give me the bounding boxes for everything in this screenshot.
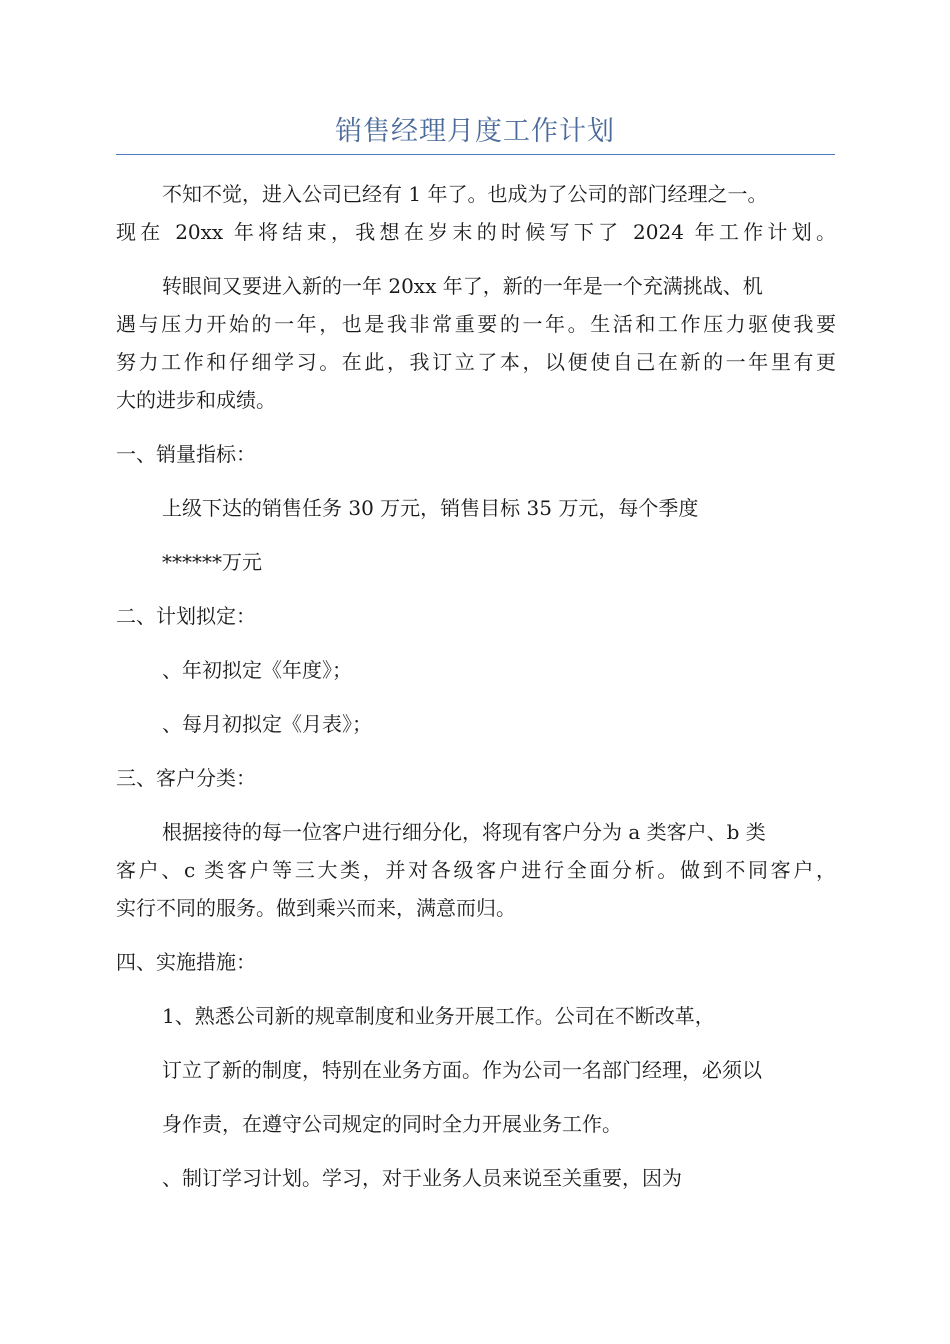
paragraph-2-line-3: 努力工作和仔细学习。在此，我订立了本，以便使自己在新的一年里有更	[116, 350, 836, 374]
measure-1-line-2: 订立了新的制度，特别在业务方面。作为公司一名部门经理，必须以	[162, 1058, 762, 1082]
section-heading-2: 二、计划拟定：	[116, 604, 256, 628]
measure-1-line-1: 1、熟悉公司新的规章制度和业务开展工作。公司在不断改革，	[162, 1004, 715, 1028]
paragraph-2-line-2: 遇与压力开始的一年，也是我非常重要的一年。生活和工作压力驱使我要	[116, 312, 836, 336]
sales-target-line: 上级下达的销售任务 30 万元，销售目标 35 万元，每个季度	[162, 496, 699, 520]
paragraph-2-line-4: 大的进步和成绩。	[116, 388, 276, 412]
quarterly-target-line: ******万元	[162, 550, 262, 574]
section-heading-3: 三、客户分类：	[116, 766, 256, 790]
plan-item-2: 、每月初拟定《月表》；	[162, 712, 372, 736]
paragraph-2-line-1: 转眼间又要进入新的一年 20xx 年了，新的一年是一个充满挑战、机	[162, 274, 763, 298]
paragraph-3-line-3: 实行不同的服务。做到乘兴而来，满意而归。	[116, 896, 516, 920]
measure-2-line-1: 、制订学习计划。学习，对于业务人员来说至关重要，因为	[162, 1166, 682, 1190]
section-heading-1: 一、销量指标：	[116, 442, 256, 466]
section-heading-4: 四、实施措施：	[116, 950, 256, 974]
title-underline	[116, 154, 835, 155]
paragraph-1-line-1: 不知不觉，进入公司已经有 1 年了。也成为了公司的部门经理之一。	[162, 182, 768, 206]
plan-item-1: 、年初拟定《年度》；	[162, 658, 352, 682]
measure-1-line-3: 身作责，在遵守公司规定的同时全力开展业务工作。	[162, 1112, 622, 1136]
paragraph-3-line-1: 根据接待的每一位客户进行细分化，将现有客户分为 a 类客户、b 类	[162, 820, 766, 844]
paragraph-3-line-2: 客户、c 类客户等三大类，并对各级客户进行全面分析。做到不同客户，	[116, 858, 836, 882]
paragraph-1-line-2: 现在 20xx 年将结束，我想在岁末的时候写下了 2024 年工作计划。	[116, 220, 836, 244]
document-title: 销售经理月度工作计划	[335, 116, 615, 147]
